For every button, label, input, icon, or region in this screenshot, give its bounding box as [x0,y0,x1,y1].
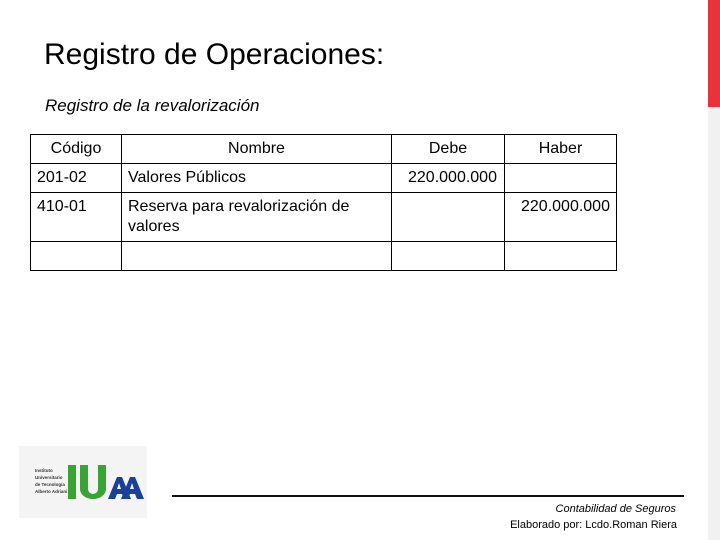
slide-title: Registro de Operaciones: [44,38,385,71]
header-nombre: Nombre [122,135,392,164]
logo-caption-line: de Tecnología [35,482,65,487]
logo-caption-line: Instituto [35,468,53,473]
table-row [31,193,617,242]
cell-haber [505,242,617,271]
cell-debe [392,193,505,242]
cell-nombre: Valores Públicos [122,164,392,193]
iuaa-logo [19,446,147,518]
footer-course: Contabilidad de Seguros [555,503,676,515]
header-debe: Debe [392,135,505,164]
footer-divider [172,495,684,497]
cell-nombre: Reserva para revalorización de valores [122,193,392,242]
logo-caption-line: Alberto Adriani [35,489,68,494]
cell-debe: 220.000.000 [392,164,505,193]
accent-bar [708,0,720,107]
cell-codigo [31,242,122,271]
cell-codigo: 201-02 [31,164,122,193]
cell-codigo: 410-01 [31,193,122,242]
iuaa-logo-graphic [19,446,147,518]
header-codigo: Código [31,135,122,164]
cell-debe [392,242,505,271]
journal-entry-table [30,134,617,271]
table-row [31,164,617,193]
table-row [31,242,617,271]
cell-haber [505,164,617,193]
slide-subtitle: Registro de la revalorización [45,96,260,115]
logo-letter-i [68,465,76,499]
logo-caption-line: Universitario [35,475,63,480]
footer-author: Elaborado por: Lcdo.Roman Riera [510,519,677,531]
header-haber: Haber [505,135,617,164]
table-header-row [31,135,617,164]
cell-nombre [122,242,392,271]
cell-haber: 220.000.000 [505,193,617,242]
